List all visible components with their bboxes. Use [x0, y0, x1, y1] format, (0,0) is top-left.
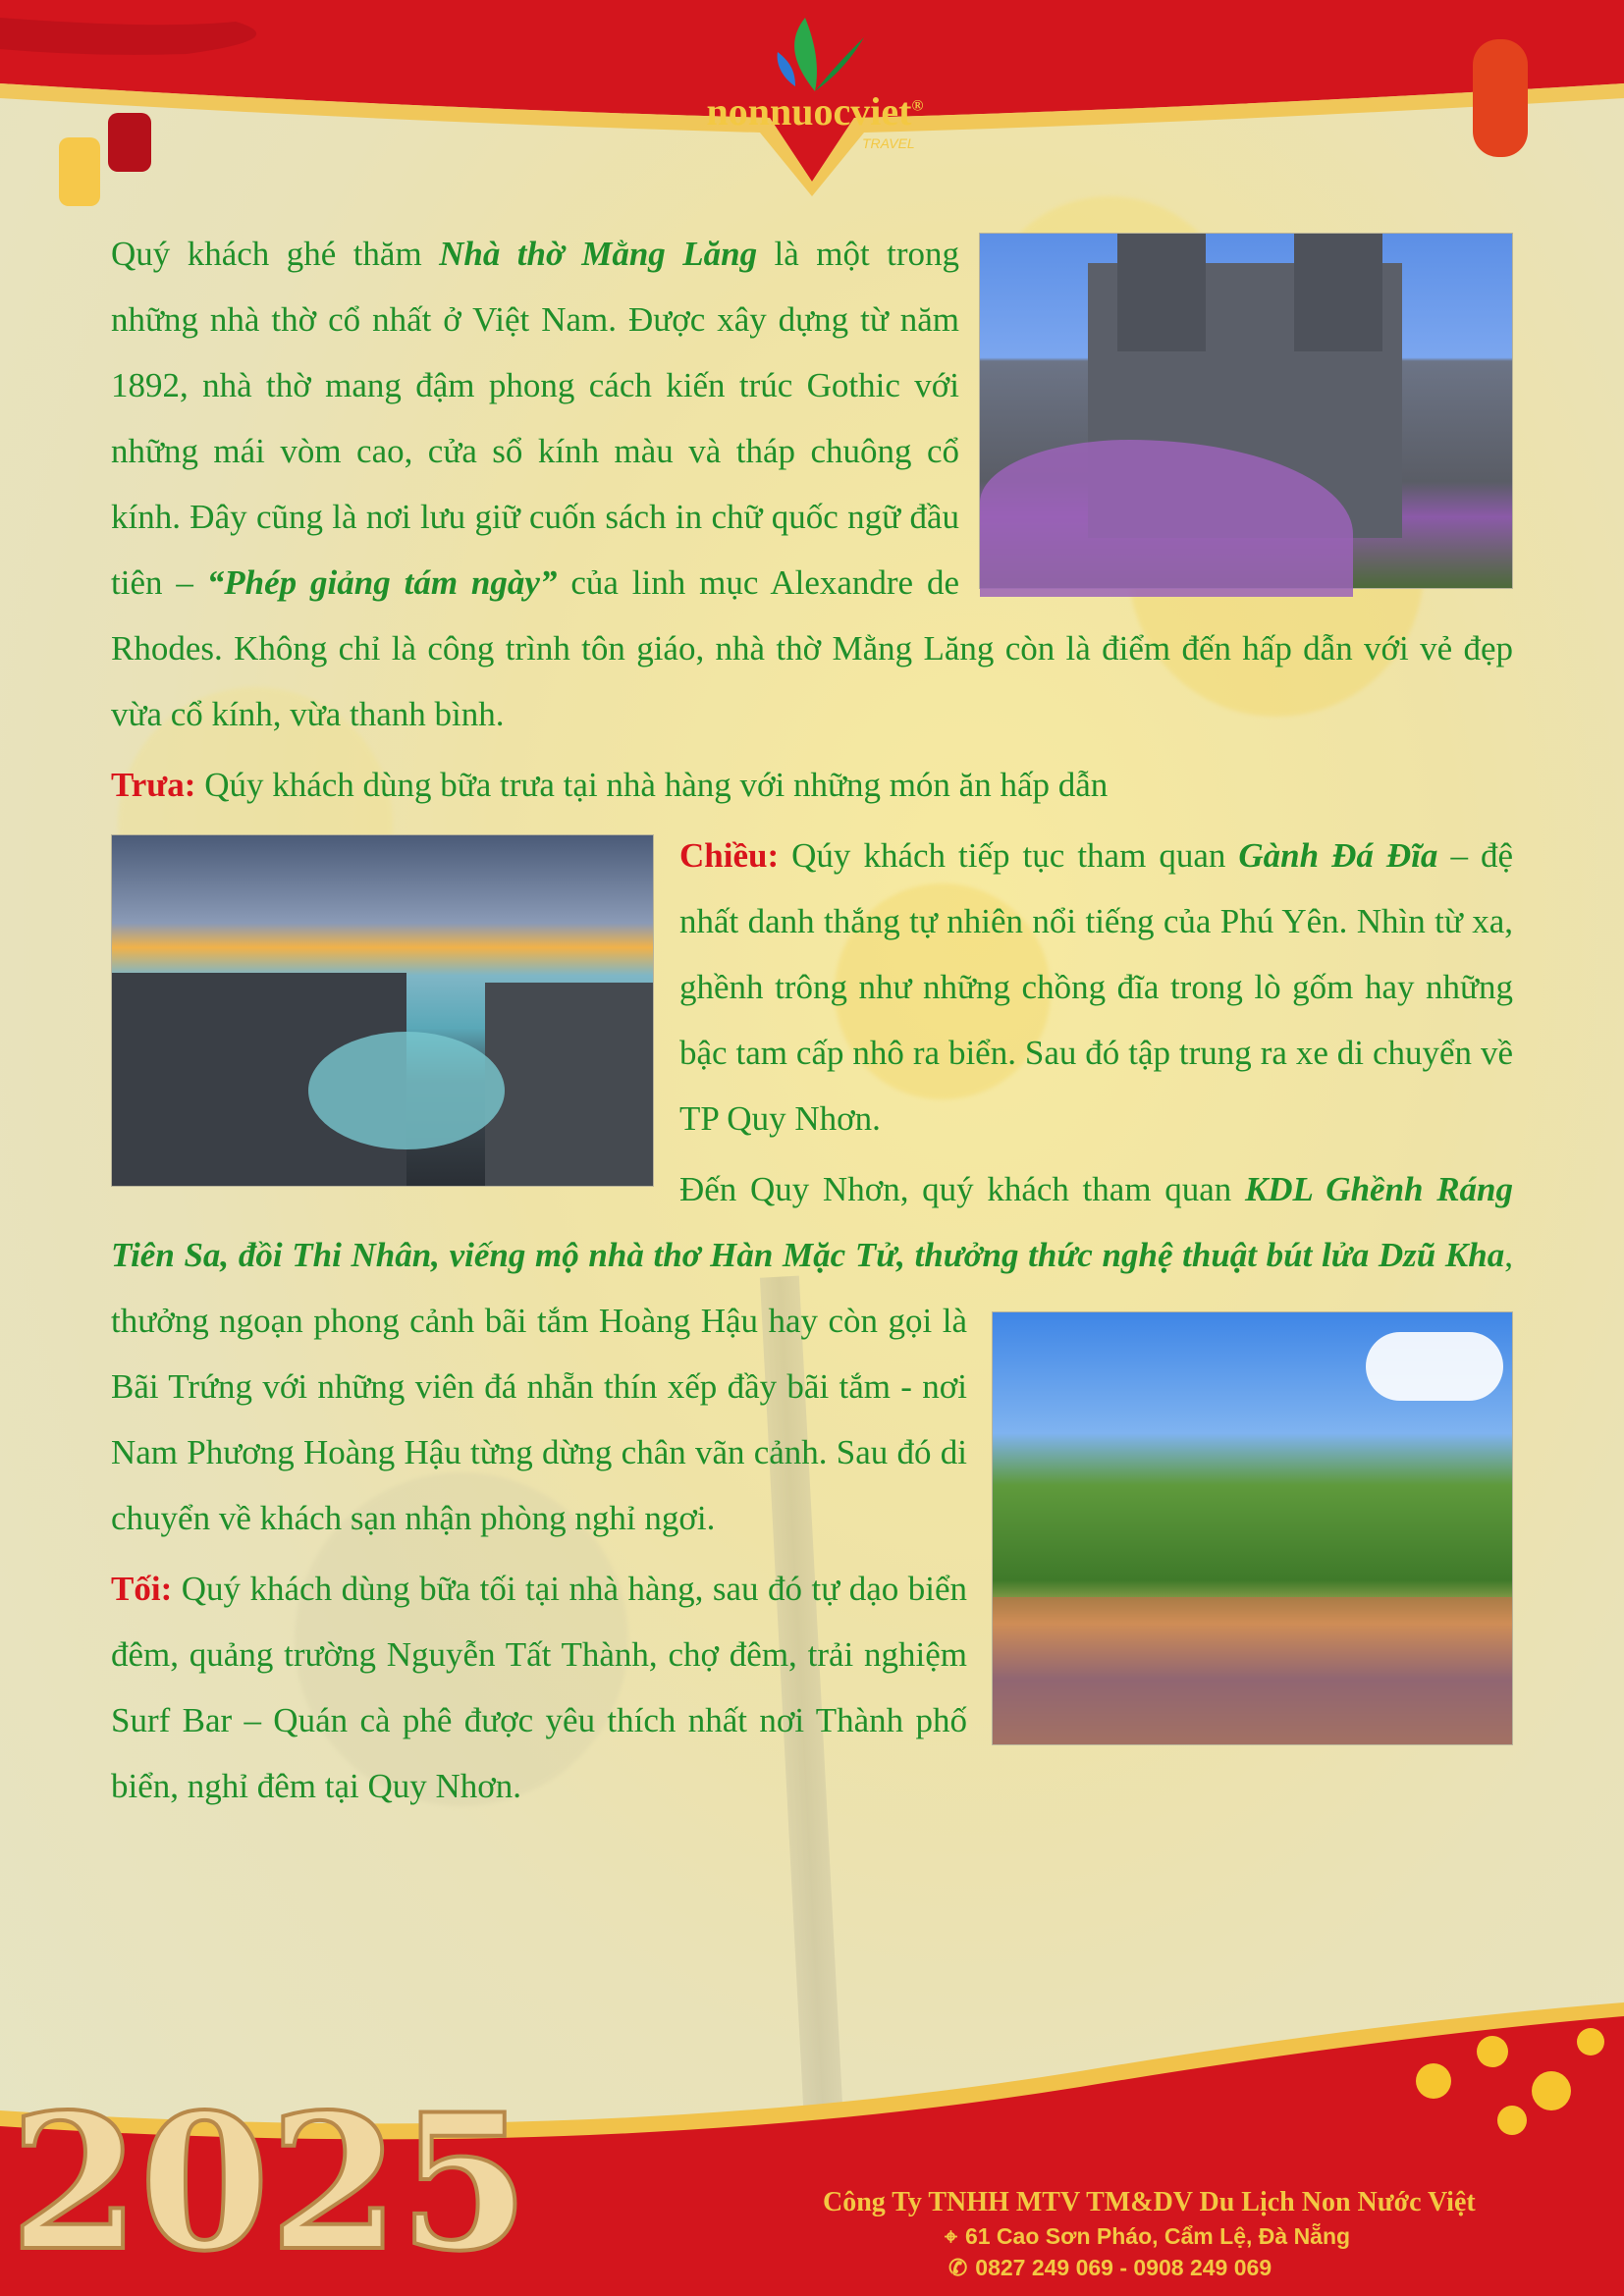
logo-subtitle: TRAVEL: [862, 135, 915, 151]
text-segment: , thưởng ngoạn phong cảnh bãi tắm Hoàng Hậu hay còn gọi là Bãi Trứng với những viên đá nhẵn thín xếp đầy bãi tắm - nơi Nam Phương Hoàng Hậu từng dừng chân vãn cảnh. Sau đó di chuyển về khách sạn nhận phòng nghỉ ngơi.: [111, 1236, 1513, 1537]
company-name: Công Ty TNHH MTV TM&DV Du Lịch Non Nước Việt: [823, 2187, 1476, 2217]
text-segment: Quý khách dùng bữa tối tại nhà hàng, sau đó tự dạo biển đêm, quảng trường Nguyễn Tất Thành, chợ đêm, trải nghiệm Surf Bar – Quán cà phê được yêu thích nhất nơi Thành phố biển, nghỉ đêm tại Quy Nhơn.: [111, 1570, 967, 1805]
paragraph-quy-nhon: [111, 1156, 1513, 1551]
address-text: 61 Cao Sơn Pháo, Cẩm Lệ, Đà Nẵng: [964, 2223, 1351, 2249]
company-phone: [948, 2255, 1272, 2281]
ganh-da-dia-name: Gành Đá Đĩa: [1238, 836, 1438, 875]
text-segment: – đệ nhất danh thắng tự nhiên nổi tiếng của Phú Yên. Nhìn từ xa, ghềnh trông như những chồng đĩa trong lò gốm hay những bậc tam cấp nhô ra biển. Sau đó tập trung ra xe di chuyển về TP Quy Nhơn.: [679, 836, 1513, 1138]
phone-text: 0827 249 069 - 0908 249 069: [975, 2255, 1272, 2280]
quy-nhon-attractions: KDL Ghềnh Ráng Tiên Sa, đồi Thi Nhân, viếng mộ nhà thơ Hàn Mặc Tử, thưởng thức nghệ thuật bút lửa Dzũ Kha: [111, 1170, 1514, 1274]
header-banner: [0, 0, 1624, 206]
text-segment: Quý khách ghé thăm: [111, 235, 440, 273]
year-art-text: 2025: [10, 2073, 529, 2292]
lantern-icon: [59, 137, 100, 206]
logo-registered-mark: ®: [911, 97, 924, 115]
text-segment: Đến Quy Nhơn, quý khách tham quan: [679, 1170, 1245, 1208]
text-segment: của linh mục Alexandre de Rhodes. Không chỉ là công trình tôn giáo, nhà thờ Mằng Lăng còn là điểm đến hấp dẫn với vẻ đẹp vừa cổ kính, vừa thanh bình.: [111, 563, 1513, 733]
itinerary-content: [111, 221, 1513, 1824]
paragraph-lunch: [111, 752, 1513, 818]
evening-label: Tối:: [111, 1570, 173, 1608]
lantern-icon: [1473, 39, 1528, 157]
text-segment: Qúy khách dùng bữa trưa tại nhà hàng với những món ăn hấp dẫn: [195, 766, 1109, 804]
lantern-icon: [108, 113, 151, 172]
footer-banner: [0, 2002, 1624, 2296]
group-photo: [992, 1311, 1513, 1745]
paragraph-afternoon: [111, 823, 1513, 1151]
afternoon-label: Chiều:: [679, 836, 780, 875]
logo-text: nonnuocviet: [706, 89, 912, 133]
apricot-blossom-decoration: [1365, 2002, 1620, 2199]
book-title: “Phép giảng tám ngày”: [206, 563, 558, 602]
phone-icon: ✆: [948, 2255, 968, 2280]
ganh-da-dia-photo: [111, 834, 654, 1187]
church-name: Nhà thờ Mằng Lăng: [439, 235, 758, 273]
text-segment: Qúy khách tiếp tục tham quan: [779, 836, 1239, 875]
church-photo: [979, 233, 1513, 589]
leaf-logo-icon: [756, 18, 874, 96]
text-segment: là một trong những nhà thờ cổ nhất ở Việt Nam. Được xây dựng từ năm 1892, nhà thờ mang đậm phong cách kiến trúc Gothic với những mái vòm cao, cửa sổ kính màu và tháp chuông cổ kính. Đây cũng là nơi lưu giữ cuốn sách in chữ quốc ngữ đầu tiên –: [111, 235, 959, 602]
brand-logo: [687, 18, 943, 155]
snake-2025-art: [0, 2002, 529, 2296]
company-address: [945, 2223, 1350, 2250]
lunch-label: Trưa:: [111, 766, 196, 804]
location-pin-icon: ⌖: [945, 2223, 957, 2249]
